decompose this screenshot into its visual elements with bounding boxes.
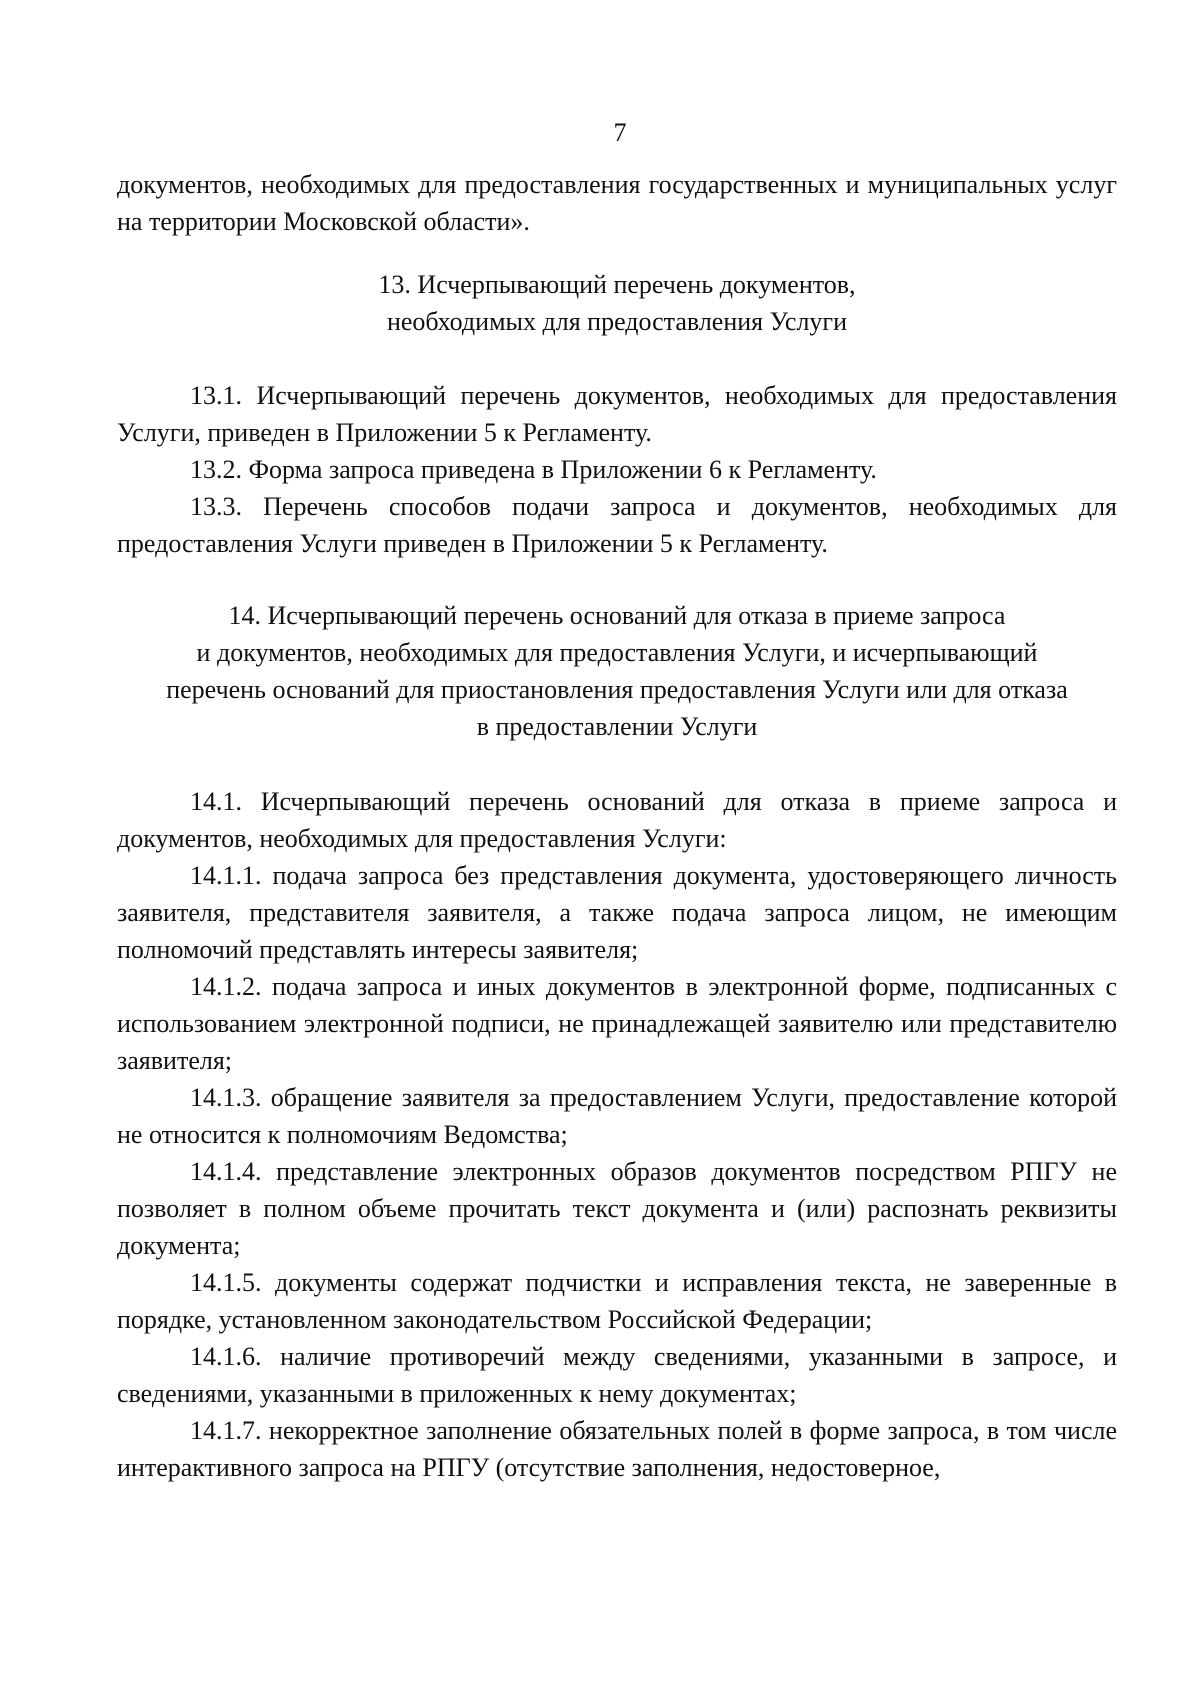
section-14-heading-line-2: и документов, необходимых для предоставления Услуги, и исчерпывающий	[196, 638, 1038, 667]
intro-paragraph: документов, необходимых для предоставления государственных и муниципальных услуг на территории Московской области».	[117, 170, 1117, 236]
paragraph-14-1-3: 14.1.3. обращение заявителя за предоставлением Услуги, предоставление которой не относится к полномочиям Ведомства;	[117, 1083, 1117, 1149]
paragraph-13-1: 13.1. Исчерпывающий перечень документов, необходимых для предоставления Услуги, приведен в Приложении 5 к Регламенту.	[117, 381, 1117, 447]
section-14-heading-line-4: в предоставлении Услуги	[476, 712, 758, 741]
paragraph-14-1-2: 14.1.2. подача запроса и иных документов в электронной форме, подписанных с использованием электронной подписи, не принадлежащей заявителю или представителю заявителя;	[117, 972, 1117, 1075]
paragraph-14-1-6: 14.1.6. наличие противоречий между сведениями, указанными в запросе, и сведениями, указанными в приложенных к нему документах;	[117, 1342, 1117, 1408]
paragraph-14-1-5: 14.1.5. документы содержат подчистки и исправления текста, не заверенные в порядке, установленном законодательством Российской Федерации;	[117, 1268, 1117, 1334]
section-14-body	[117, 783, 1117, 1486]
section-14-heading	[117, 597, 1117, 745]
section-13-body	[117, 377, 1117, 562]
paragraph-14-1-7: 14.1.7. некорректное заполнение обязательных полей в форме запроса, в том числе интерактивного запроса на РПГУ (отсутствие заполнения, недостоверное,	[117, 1416, 1117, 1482]
paragraph-14-1-1: 14.1.1. подача запроса без представления документа, удостоверяющего личность заявителя, представителя заявителя, а также подача запроса лицом, не имеющим полномочий представлять интересы заявителя;	[117, 861, 1117, 964]
page-number: 7	[613, 118, 627, 147]
section-13-heading-line-2: необходимых для предоставления Услуги	[386, 307, 848, 336]
section-14-heading-line-3: перечень оснований для приостановления предоставления Услуги или для отказа	[166, 675, 1068, 704]
paragraph-13-2: 13.2. Форма запроса приведена в Приложении 6 к Регламенту.	[190, 455, 877, 484]
section-13-heading-line-1: 13. Исчерпывающий перечень документов,	[378, 270, 856, 299]
paragraph-14-1-4: 14.1.4. представление электронных образов документов посредством РПГУ не позволяет в полном объеме прочитать текст документа и (или) распознать реквизиты документа;	[117, 1157, 1117, 1260]
paragraph-14-1: 14.1. Исчерпывающий перечень оснований для отказа в приеме запроса и документов, необходимых для предоставления Услуги:	[117, 787, 1117, 853]
paragraph-13-3: 13.3. Перечень способов подачи запроса и документов, необходимых для предоставления Услуги приведен в Приложении 5 к Регламенту.	[117, 492, 1117, 558]
section-13-heading	[117, 266, 1117, 340]
section-14-heading-line-1: 14. Исчерпывающий перечень оснований для отказа в приеме запроса	[228, 601, 1006, 630]
